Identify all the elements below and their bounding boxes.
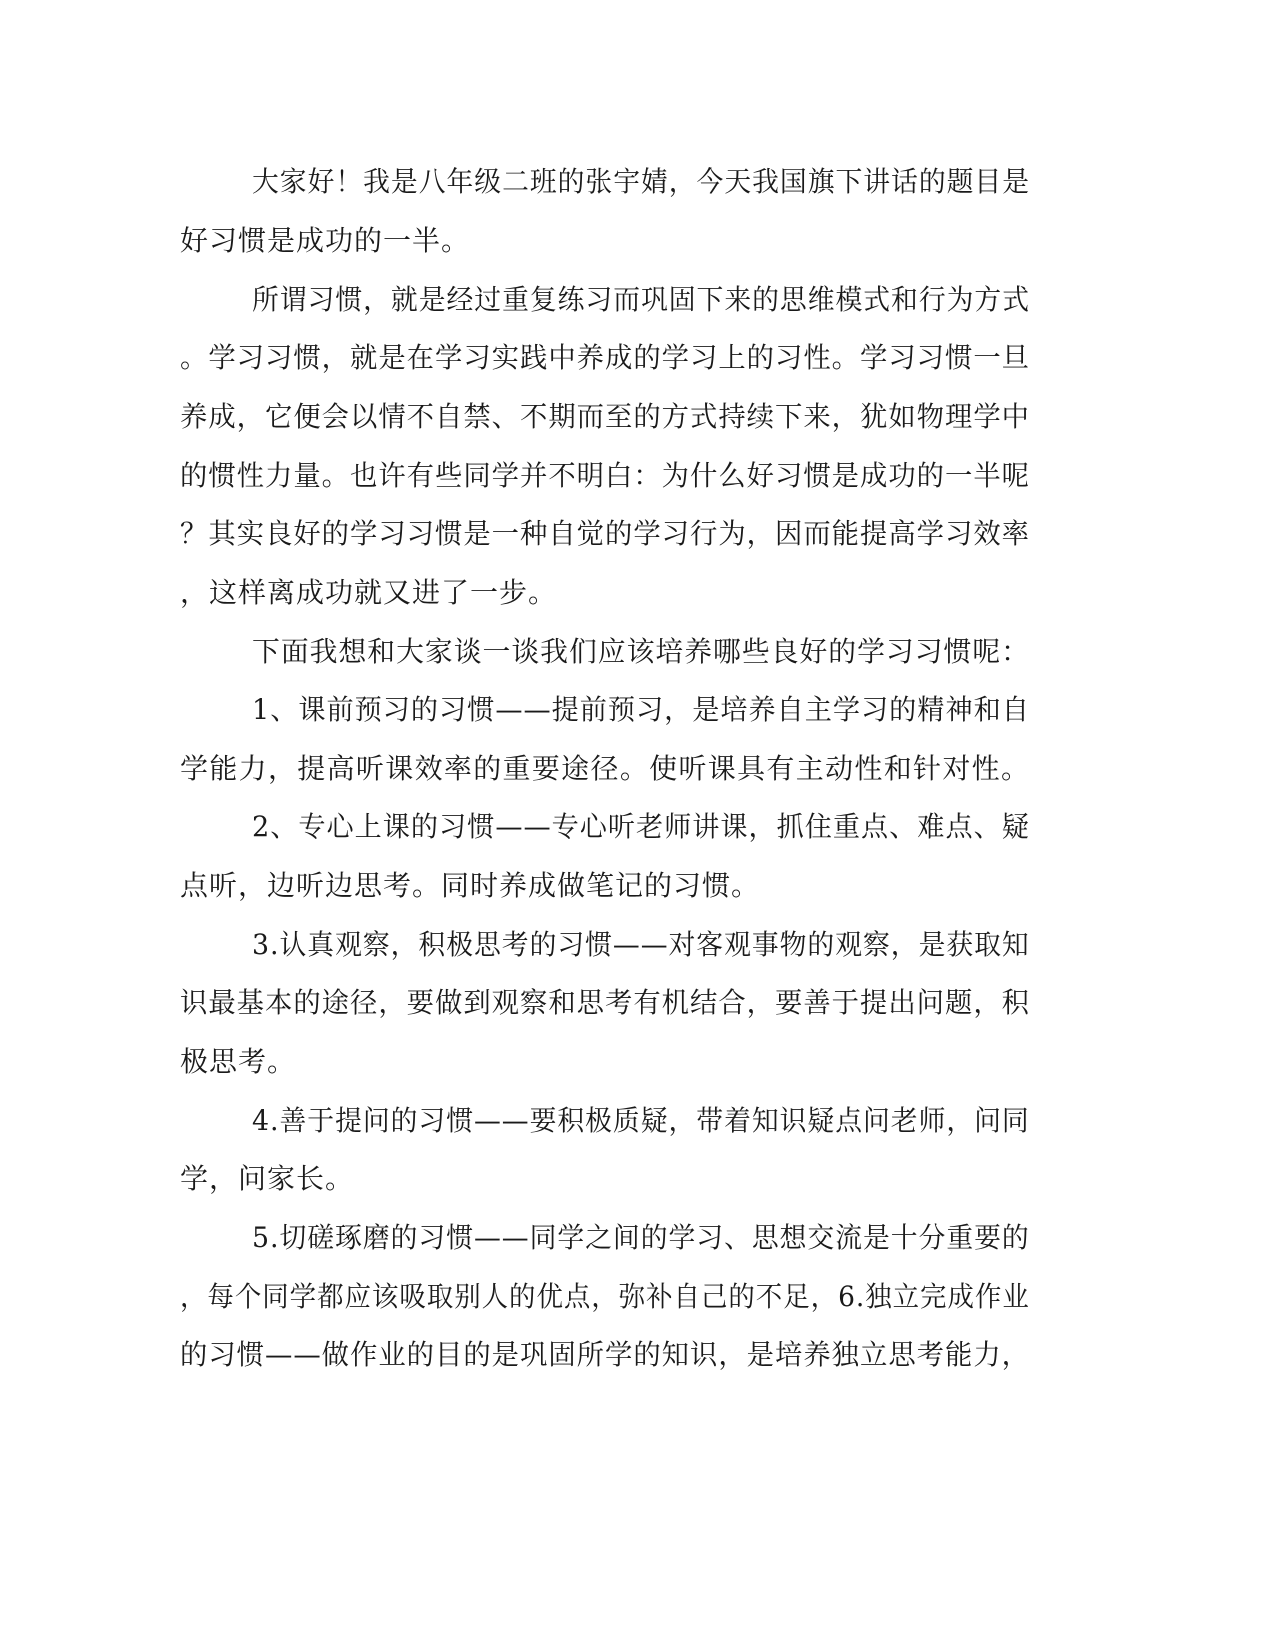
text-line: 好习惯是成功的一半。	[180, 224, 471, 257]
text-line: 识最基本的途径，要做到观察和思考有机结合，要善于提出问题，积	[180, 986, 1031, 1019]
text-line: 大家好！我是八年级二班的张宇婧，今天我国旗下讲话的题目是	[252, 165, 1030, 198]
text-line: 。学习习惯，就是在学习实践中养成的学习上的习性。学习习惯一旦	[180, 341, 1031, 374]
text-line: ，每个同学都应该吸取别人的优点，弥补自己的不足，6.独立完成作业	[180, 1280, 1030, 1313]
text-line: 学能力，提高听课效率的重要途径。使听课具有主动性和针对性。	[180, 752, 1031, 785]
text-line: 所谓习惯，就是经过重复练习而巩固下来的思维模式和行为方式	[252, 283, 1030, 316]
text-line: 5.切磋琢磨的习惯——同学之间的学习、思想交流是十分重要的	[252, 1221, 1030, 1254]
text-line: 极思考。	[180, 1045, 297, 1078]
text-line: 2、专心上课的习惯——专心听老师讲课，抓住重点、难点、疑	[252, 810, 1030, 843]
text-line: 下面我想和大家谈一谈我们应该培养哪些良好的学习习惯呢：	[252, 635, 1031, 668]
text-line: ？其实良好的学习习惯是一种自觉的学习行为，因而能提高学习效率	[180, 517, 1031, 550]
text-line: ，这样离成功就又进了一步。	[180, 576, 558, 609]
text-line: 点听，边听边思考。同时养成做笔记的习惯。	[180, 869, 761, 902]
text-line: 3.认真观察，积极思考的习惯——对客观事物的观察，是获取知	[252, 928, 1030, 961]
text-line: 学，问家长。	[180, 1162, 355, 1195]
text-line: 的惯性力量。也许有些同学并不明白：为什么好习惯是成功的一半呢	[180, 459, 1031, 492]
text-line: 1、课前预习的习惯——提前预习，是培养自主学习的精神和自	[252, 693, 1030, 726]
text-line: 4.善于提问的习惯——要积极质疑，带着知识疑点问老师，问同	[252, 1104, 1030, 1137]
text-line: 的习惯——做作业的目的是巩固所学的知识，是培养独立思考能力，	[180, 1338, 1031, 1371]
text-line: 养成，它便会以情不自禁、不期而至的方式持续下来，犹如物理学中	[180, 400, 1031, 433]
